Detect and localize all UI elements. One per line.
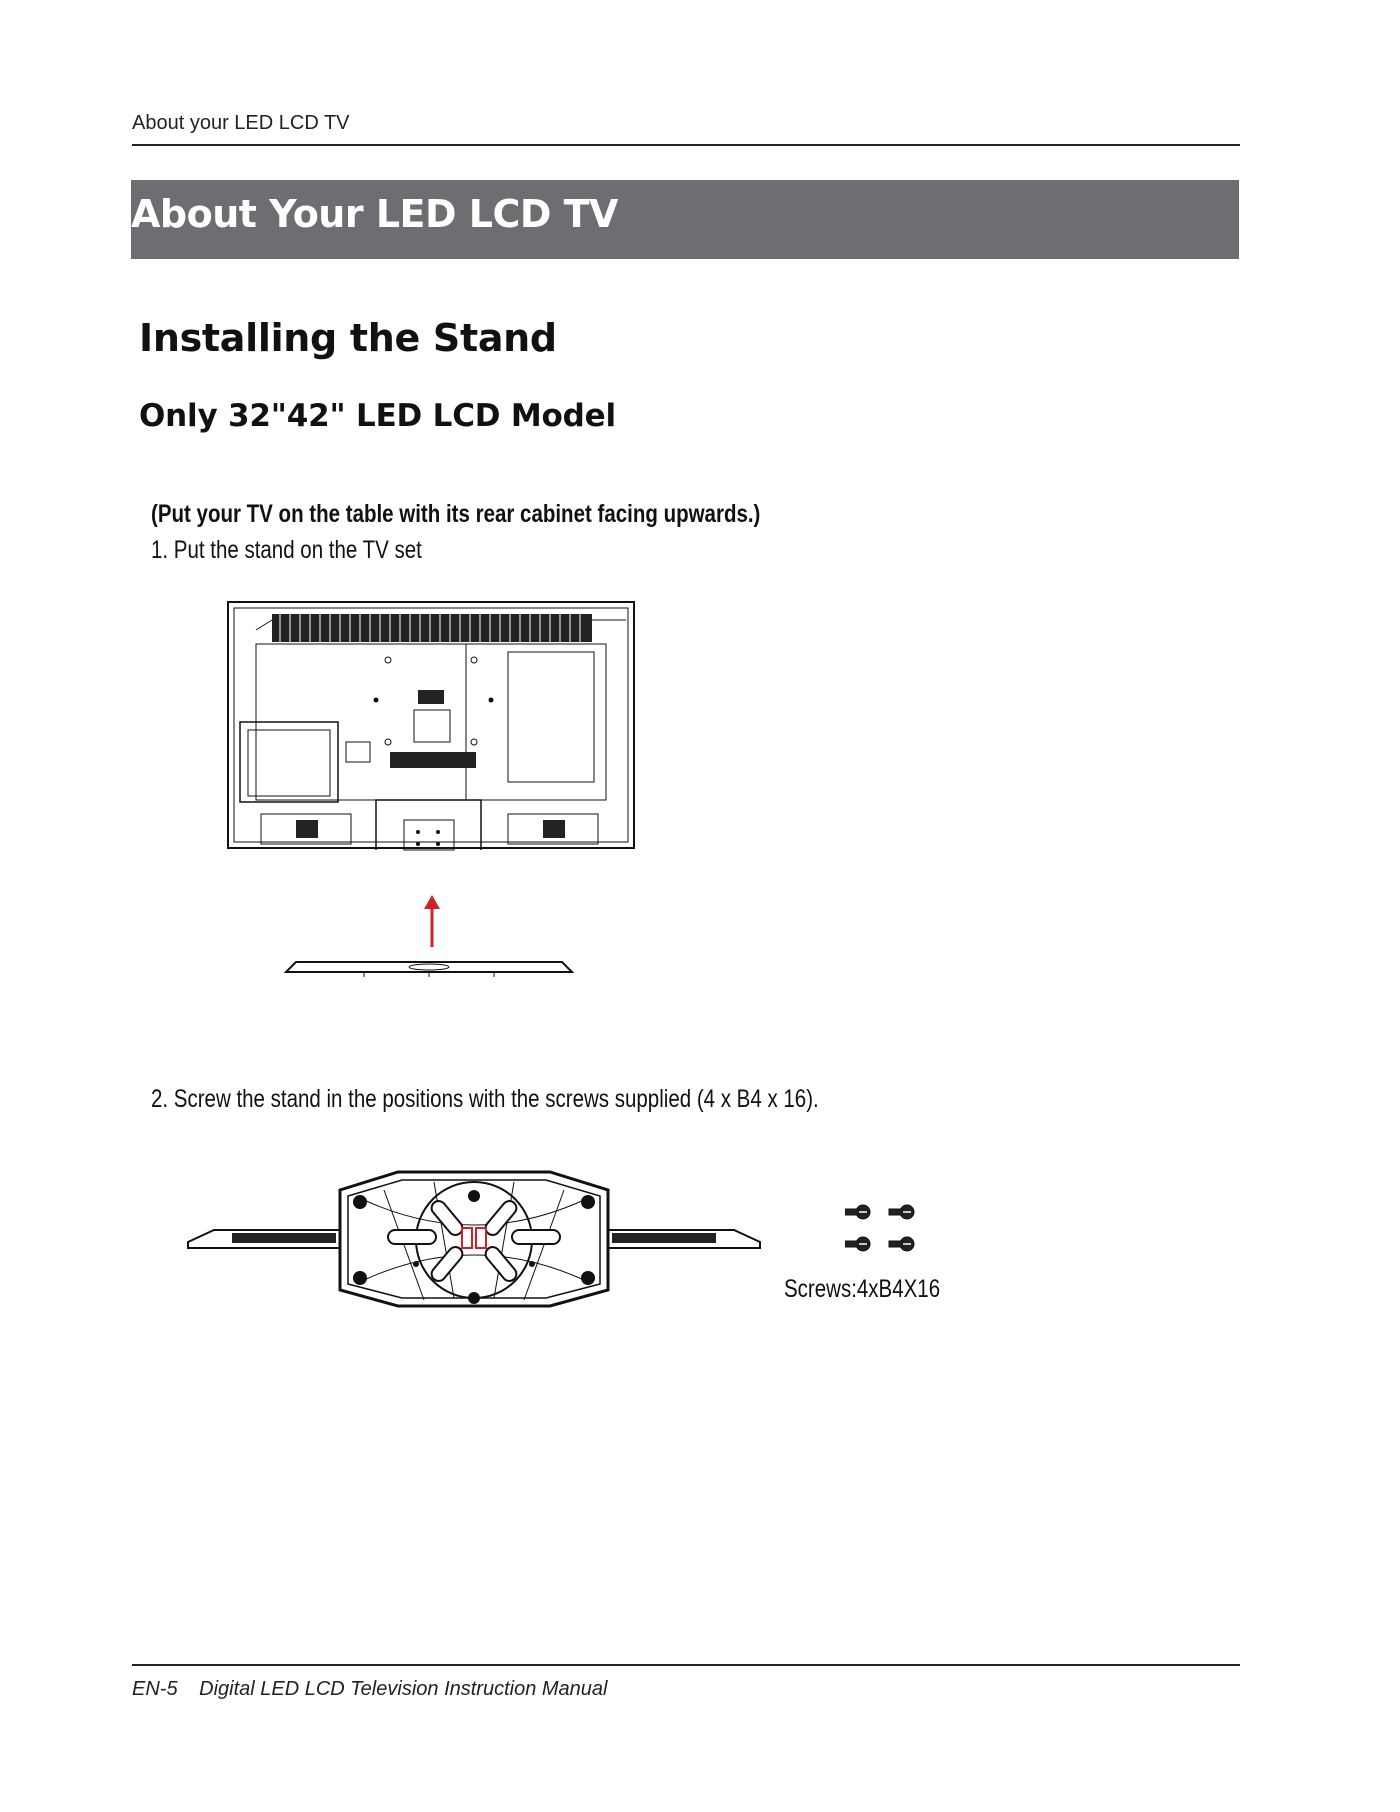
section-title: Installing the Stand: [139, 316, 557, 360]
header-rule: [132, 144, 1240, 146]
title-bar-text: About Your LED LCD TV: [131, 192, 618, 236]
footer-rule: [132, 1664, 1240, 1666]
step-2-text: 2. Screw the stand in the positions with the screws supplied (4 x B4 x 16).: [151, 1085, 819, 1113]
stand-base-illustration: [284, 950, 574, 980]
page-number: EN-5: [132, 1678, 178, 1700]
manual-title: Digital LED LCD Television Instruction Manual: [199, 1678, 608, 1700]
tv-rear-illustration: [226, 600, 636, 852]
running-header: About your LED LCD TV: [132, 112, 350, 134]
title-bar: [131, 180, 1239, 259]
screws-icon: [845, 1202, 925, 1254]
up-arrow-icon: [420, 895, 444, 947]
placement-note: (Put your TV on the table with its rear cabinet facing upwards.): [151, 500, 761, 528]
footer: [132, 1678, 607, 1701]
section-subtitle: Only 32"42" LED LCD Model: [139, 398, 616, 434]
screws-label: Screws:4xB4X16: [784, 1275, 941, 1303]
step-1-text: 1. Put the stand on the TV set: [151, 536, 422, 564]
stand-screw-illustration: [184, 1160, 764, 1310]
